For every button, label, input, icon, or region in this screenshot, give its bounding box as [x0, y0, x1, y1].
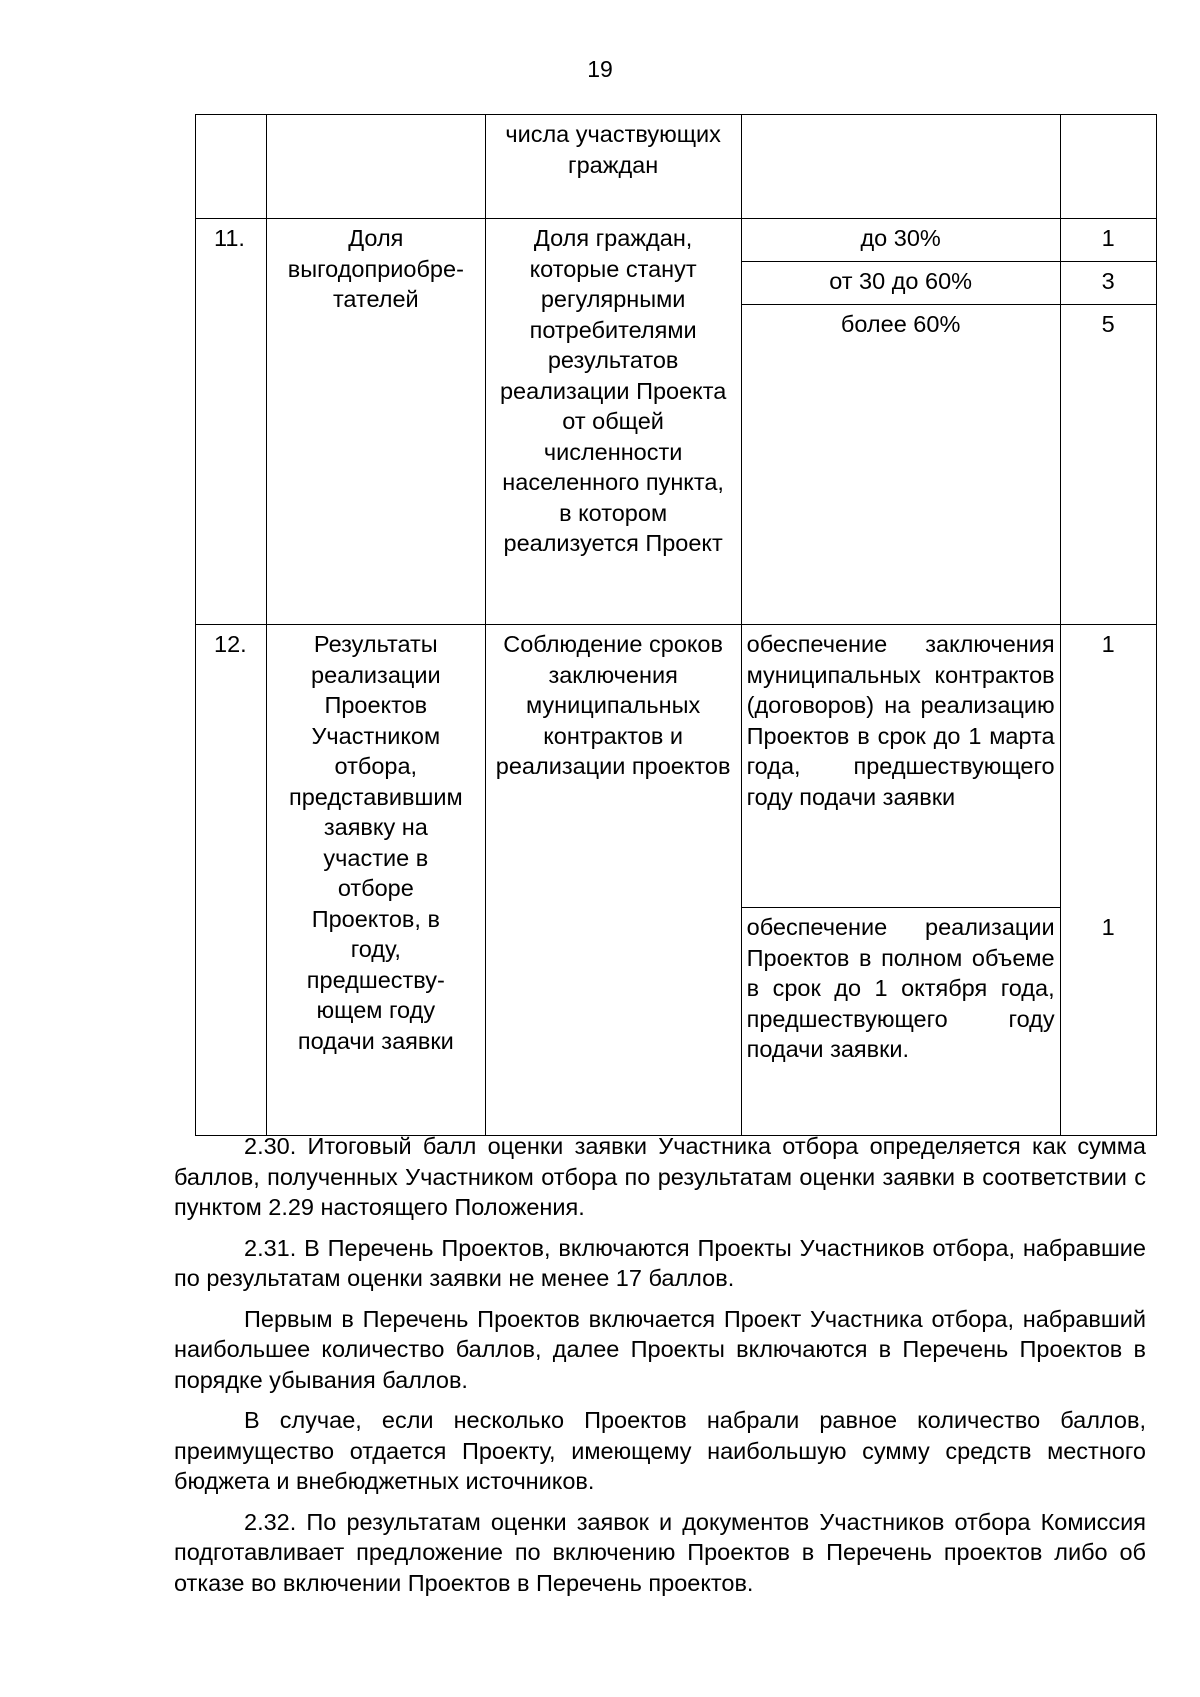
criterion-text-value: Доля граждан, которые станут регулярными потребителями результатов реализации Проекта от общей численности населенного пункта, в котором реализуется Проект: [499, 225, 727, 556]
criterion-text: [485, 115, 741, 219]
points-value: 1: [1061, 219, 1156, 262]
indicator-name: [267, 219, 486, 625]
table-row: [196, 625, 1157, 1136]
table-row: [196, 115, 1157, 219]
row-number: 11.: [196, 219, 267, 625]
paragraph: В случае, если несколько Проектов набрали равное количество баллов, преимущество отдается Проекту, имеющему наибольшую сумму средств местного бюджета и внебюджетных источников.: [174, 1407, 1146, 1494]
points-value: 1: [1101, 631, 1115, 657]
table-row: [196, 219, 1157, 625]
points-value: 5: [1101, 311, 1115, 337]
criterion-text-value: Соблюдение сроков заключения муниципальных контрактов и реализации проектов: [495, 631, 731, 779]
value-option: обеспечение реализации Проектов в полном объеме в срок до 1 октября года, предшествующего году подачи заявки.: [746, 914, 1055, 1062]
indicator-name: [267, 115, 486, 219]
page-number: 19: [587, 56, 613, 82]
value-option: более 60%: [840, 311, 961, 337]
row-number: [196, 115, 267, 219]
criterion-text: [485, 219, 741, 625]
criterion-text: [485, 625, 741, 1136]
value-option: до 30%: [742, 219, 1060, 262]
paragraph: 2.32. По результатам оценки заявок и документов Участников отбора Комиссия подготавливает предложение по включению Проектов в Перечень проектов либо об отказе во включении Проектов в Перечень проектов.: [174, 1508, 1146, 1596]
criteria-table: [195, 114, 1157, 1136]
value-cell: [741, 115, 1060, 219]
indicator-name-value: Результаты реализации Проектов Участником отбора, представившим заявку на участие в отборе Проектов, в году, предшеству-ющем году подачи заявки: [289, 631, 463, 1054]
paragraph: 2.30. Итоговый балл оценки заявки Участника отбора определяется как сумма баллов, полученных Участником отбора по результатам оценки заявки в соответствии с пунктом 2.29 настоящего Положения.: [174, 1133, 1146, 1220]
value-option: от 30 до 60%: [742, 262, 1060, 305]
paragraph: 2.31. В Перечень Проектов, включаются Проекты Участников отбора, набравшие по результатам оценки заявки не менее 17 баллов.: [174, 1234, 1146, 1291]
row-number: 12.: [196, 625, 267, 1136]
indicator-name-value: Доля выгодоприобре-тателей: [287, 225, 464, 312]
value-option: обеспечение заключения муниципальных контрактов (договоров) на реализацию Проектов в срок до 1 марта года, предшествующего году подачи заявки: [742, 625, 1060, 908]
paragraph: Первым в Перечень Проектов включается Проект Участника отбора, набравший наибольшее количество баллов, далее Проекты включаются в Перечень Проектов в порядке убывания баллов.: [174, 1305, 1146, 1393]
points-cell: [1060, 115, 1156, 219]
value-cell: [741, 219, 1060, 625]
points-value: 3: [1061, 262, 1156, 305]
value-cell: [741, 625, 1060, 1136]
points-cell: [1060, 219, 1156, 625]
points-cell: [1060, 625, 1156, 1136]
points-value: 1: [1101, 914, 1115, 940]
indicator-name: [267, 625, 486, 1136]
criterion-text-value: числа участвующих граждан: [505, 121, 721, 178]
body-text: [174, 1131, 1146, 1608]
